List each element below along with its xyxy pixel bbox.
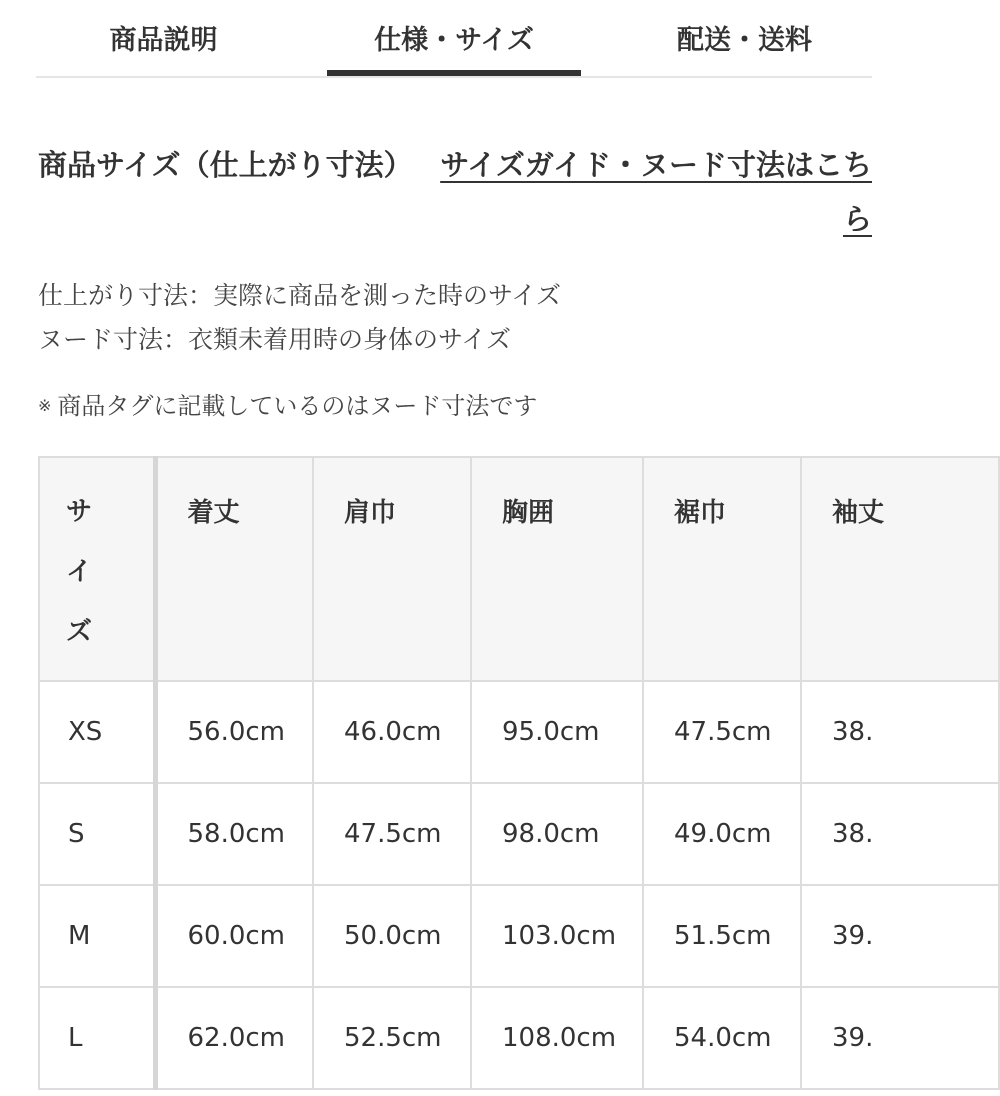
cell-sleeve: 38. — [801, 783, 999, 885]
cell-hem: 47.5cm — [643, 681, 801, 783]
table-row — [39, 987, 999, 1089]
cell-size: S — [39, 783, 155, 885]
cell-chest: 98.0cm — [471, 783, 643, 885]
size-guide-link[interactable]: サイズガイド・ヌード寸法はこちら — [440, 148, 872, 236]
column-header-shoulder: 肩巾 — [313, 457, 471, 681]
column-header-hem: 裾巾 — [643, 457, 801, 681]
section-title: 商品サイズ（仕上がり寸法） — [38, 148, 413, 182]
cell-shoulder: 50.0cm — [313, 885, 471, 987]
cell-size: L — [39, 987, 155, 1089]
note-tag-text: 商品タグに記載しているのはヌード寸法です — [57, 392, 538, 420]
column-header-chest: 胸囲 — [471, 457, 643, 681]
cell-length: 56.0cm — [155, 681, 313, 783]
table-row — [39, 783, 999, 885]
cell-chest: 103.0cm — [471, 885, 643, 987]
tab-bar — [36, 0, 872, 78]
column-header-length: 着丈 — [155, 457, 313, 681]
cell-length: 58.0cm — [155, 783, 313, 885]
tab-product-description[interactable] — [36, 0, 291, 74]
cell-length: 60.0cm — [155, 885, 313, 987]
tab-shipping[interactable] — [617, 0, 872, 74]
size-table-scroll-container[interactable] — [38, 456, 885, 1096]
tab-label: 仕様・サイズ — [374, 24, 534, 56]
table-row — [39, 885, 999, 987]
cell-chest: 108.0cm — [471, 987, 643, 1089]
column-header-char: サ — [66, 497, 93, 527]
cell-size: M — [39, 885, 155, 987]
note-mark: ※ — [38, 396, 52, 415]
cell-hem: 54.0cm — [643, 987, 801, 1089]
note-nude-size: ヌード寸法：衣類未着用時の身体のサイズ — [38, 325, 512, 354]
cell-sleeve: 39. — [801, 885, 999, 987]
cell-shoulder: 47.5cm — [313, 783, 471, 885]
cell-sleeve: 38. — [801, 681, 999, 783]
size-table — [38, 456, 1000, 1090]
column-header-char: ズ — [66, 617, 93, 647]
active-tab-indicator — [327, 70, 581, 76]
table-header-row — [39, 457, 999, 681]
tab-label: 商品説明 — [109, 24, 218, 56]
tab-spec-size[interactable] — [327, 0, 581, 74]
tab-label: 配送・送料 — [677, 24, 812, 56]
cell-sleeve: 39. — [801, 987, 999, 1089]
cell-chest: 95.0cm — [471, 681, 643, 783]
column-header-char: イ — [66, 557, 93, 587]
note-finished-size: 仕上がり寸法：実際に商品を測った時のサイズ — [38, 281, 562, 310]
note-tag-info — [38, 386, 537, 421]
table-row — [39, 681, 999, 783]
cell-hem: 51.5cm — [643, 885, 801, 987]
cell-length: 62.0cm — [155, 987, 313, 1089]
cell-hem: 49.0cm — [643, 783, 801, 885]
cell-size: XS — [39, 681, 155, 783]
column-header-size — [39, 457, 155, 681]
column-header-sleeve: 袖丈 — [801, 457, 999, 681]
cell-shoulder: 46.0cm — [313, 681, 471, 783]
cell-shoulder: 52.5cm — [313, 987, 471, 1089]
